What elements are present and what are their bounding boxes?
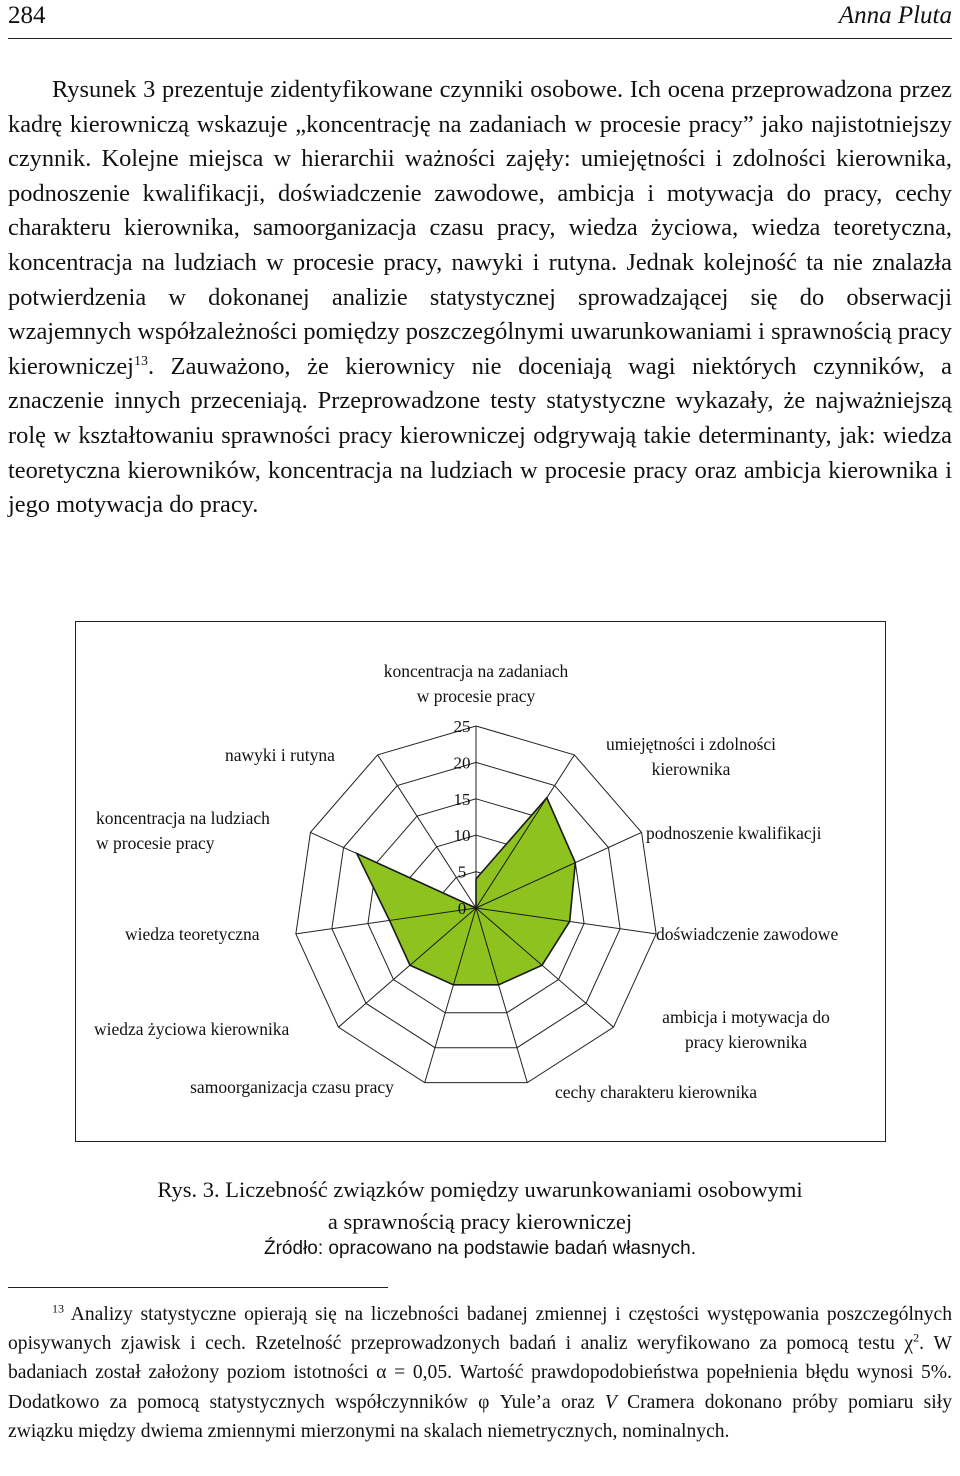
category-label <box>646 823 822 843</box>
caption-line-1: Rys. 3. Liczebność związków pomiędzy uwarunkowaniami osobowymi <box>157 1177 803 1202</box>
category-label <box>606 734 776 779</box>
category-label-line: podnoszenie kwalifikacji <box>646 823 822 843</box>
caption-line-2: a sprawnością pracy kierowniczej <box>327 1209 633 1234</box>
category-label-line: nawyki i rutyna <box>225 745 335 765</box>
category-label-line: ambicja i motywacja do <box>662 1007 830 1027</box>
category-label <box>94 1019 290 1039</box>
category-label-line: umiejętności i zdolności <box>605 734 777 754</box>
page-number: 284 <box>8 2 46 29</box>
tick-label: 15 <box>453 789 471 809</box>
category-label-line: doświadczenie zawodowe <box>656 924 839 944</box>
category-label <box>656 924 838 944</box>
radar-chart <box>75 621 886 1142</box>
tick-label: 20 <box>453 753 471 773</box>
category-label-line: samoorganizacja czasu pracy <box>190 1077 394 1097</box>
category-label-line: koncentracja na ludziach <box>96 808 270 828</box>
category-label-line: w procesie pracy <box>416 686 536 706</box>
category-label <box>190 1077 394 1097</box>
page-header <box>8 0 952 39</box>
figure-caption <box>8 1174 952 1238</box>
footnote-number: 13 <box>52 1301 64 1316</box>
category-label <box>384 661 569 706</box>
radar-chart-svg <box>76 622 887 1143</box>
category-label <box>125 924 260 944</box>
category-label <box>96 808 270 853</box>
tick-label: 10 <box>453 826 471 846</box>
category-label-line: koncentracja na zadaniach <box>383 661 569 681</box>
category-label-line: pracy kierownika <box>685 1032 807 1052</box>
body-text <box>8 73 952 523</box>
footnote-text-1: Analizy statystyczne opierają się na liczebności badanej zmiennej i częstości występowania poszczególnych opisywanych zjawisk i cech. Rzetelność przeprowadzonych badań i analiz weryfikowano za pomocą testu χ <box>8 1304 952 1355</box>
category-label <box>225 745 335 765</box>
footnote-divider <box>8 1287 388 1288</box>
category-label-line: w procesie pracy <box>96 833 215 853</box>
figure-source: Źródło: opracowano na podstawie badań własnych. <box>264 1238 696 1259</box>
paragraph <box>8 73 952 523</box>
footnote-text-3: Cramera dokonano próby pomiaru siły związku między dwiema zmiennymi mierzonymi na skalach niemetrycznych, nominalnych. <box>8 1391 952 1442</box>
tick-label: 5 <box>457 862 467 882</box>
paragraph-text-continued: . Zauważono, że kierownicy nie doceniają wagi niektórych czynników, a znaczenie innych przeceniają. Przeprowadzone testy statystyczne wykazały, że najważniejszą rolę w kształtowaniu sprawności pracy kierowniczej odgrywają takie determinanty, jak: wiedza teoretyczna kierowników, koncentracja na ludziach w procesie pracy oraz ambicja kierownika i jego motywacja do pracy. <box>8 352 952 519</box>
category-label-line: wiedza życiowa kierownika <box>94 1019 290 1039</box>
footnote <box>8 1300 952 1446</box>
category-label-line: cechy charakteru kierownika <box>554 1082 758 1102</box>
cramer-v-symbol: V <box>604 1391 617 1413</box>
footnote-reference[interactable]: 13 <box>133 353 148 369</box>
category-label <box>662 1007 830 1052</box>
category-label-line: kierownika <box>651 759 731 779</box>
category-label <box>555 1082 757 1102</box>
tick-label: 25 <box>453 717 471 736</box>
footnote-text-2: . W badaniach został założony poziom istotności α = 0,05. Wartość prawdopodobieństwa popełnienia błędu wynosi 5%. Dodatkowo za pomocą statystycznych współczynników φ Yule’a oraz <box>8 1333 953 1413</box>
category-label-line: wiedza teoretyczna <box>125 924 260 944</box>
running-author: Anna Pluta <box>838 2 952 29</box>
tick-label: 0 <box>457 899 467 918</box>
paragraph-text: Rysunek 3 prezentuje zidentyfikowane czynniki osobowe. Ich ocena przeprowadzona przez kadrę kierowniczą wskazuje „koncentrację na zadaniach w procesie pracy” jako najistotniejszy czynnik. Kolejne miejsca w hierarchii ważności zajęły: umiejętności i zdolności kierownika, podnoszenie kwalifikacji, doświadczenie zawodowe, ambicja i motywacja do pracy, cechy charakteru kierownika, samoorganizacja czasu pracy, wiedza życiowa, wiedza teoretyczna, koncentracja na ludziach w procesie pracy, nawyki i rutyna. Jednak kolejność ta nie znalazła potwierdzenia w dokonanej analizie statystycznej sprowadzającej się do obserwacji wzajemnych współzależności pomiędzy poszczególnymi uwarunkowaniami i sprawnością pracy kierowniczej <box>8 76 952 380</box>
footnote-paragraph <box>8 1300 952 1446</box>
chi-square-exponent: 2 <box>913 1330 920 1345</box>
